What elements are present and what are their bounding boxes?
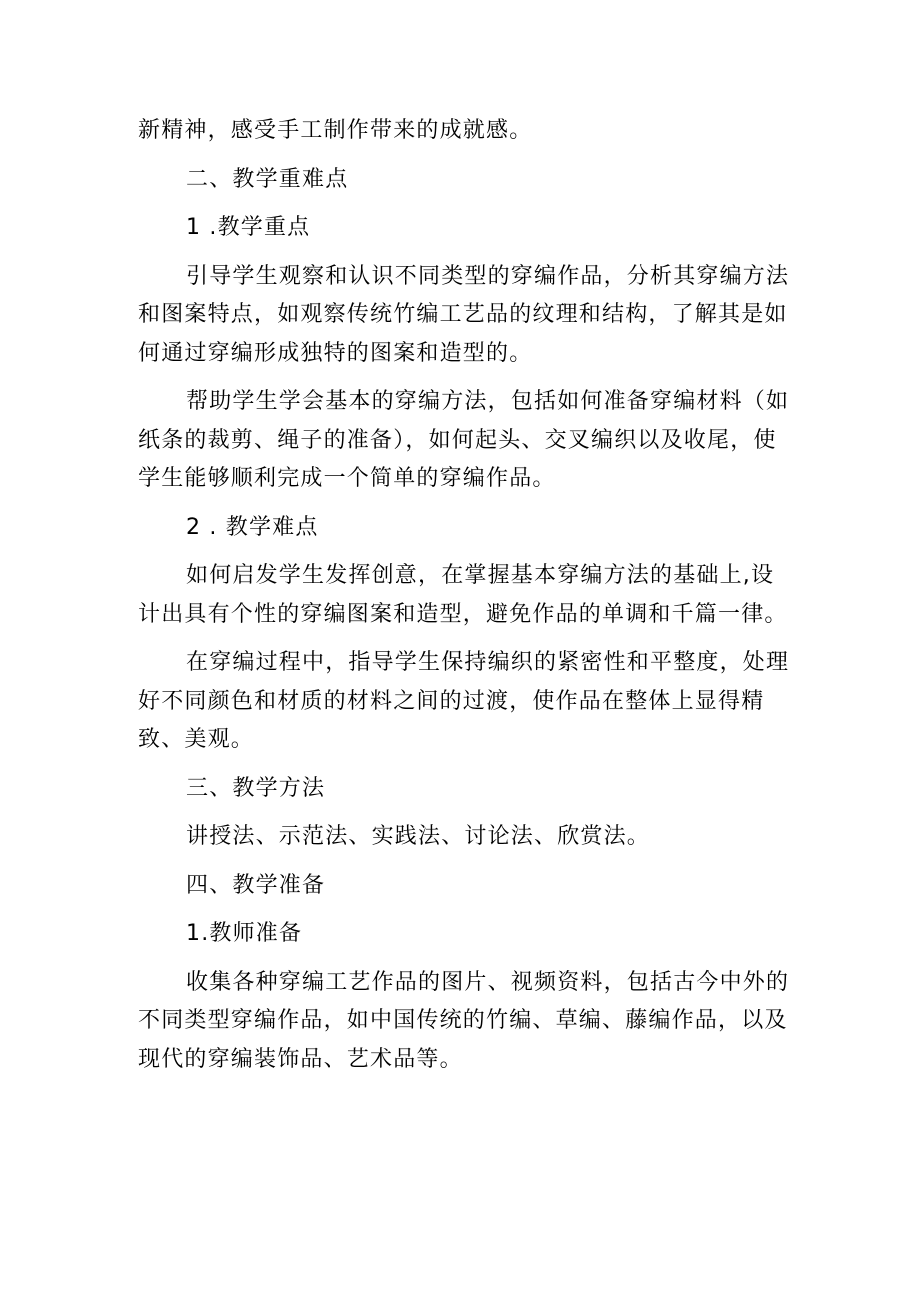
section-heading-teaching-methods: 三、教学方法 [186,775,326,801]
document-body [138,112,792,1089]
paragraph-focus-methods: 帮助学生学会基本的穿编方法，包括如何准备穿编材料（如纸条的裁剪、绳子的准备），如何起头、交叉编织以及收尾，使学生能够顺利完成一个简单的穿编作品。 [138,389,790,491]
paragraph-focus-observation: 引导学生观察和认识不同类型的穿编作品，分析其穿编方法和图案特点，如观察传统竹编工艺品的纹理和结构，了解其是如何通过穿编形成独特的图案和造型的。 [138,263,790,366]
paragraph-teacher-preparation: 收集各种穿编工艺作品的图片、视频资料，包括古今中外的不同类型穿编作品，如中国传统的竹编、草编、藤编作品，以及现代的穿编装饰品、艺术品等。 [138,969,790,1072]
paragraph-difficulty-creativity: 如何启发学生发挥创意，在掌握基本穿编方法的基础上,设计出具有个性的穿编图案和造型，避免作品的单调和千篇一律。 [138,563,788,627]
subheading-teaching-focus: 1 .教学重点 [186,215,311,240]
paragraph-difficulty-quality: 在穿编过程中，指导学生保持编织的紧密性和平整度，处理好不同颜色和材质的材料之间的过渡，使作品在整体上显得精致、美观。 [138,650,790,752]
subheading-teacher-preparation: 1.教师准备 [186,921,303,946]
subheading-teaching-difficulty: 2 . 教学难点 [186,514,319,540]
section-heading-key-difficult-points: 二、教学重难点 [186,166,349,192]
section-heading-teaching-preparation: 四、教学准备 [186,872,326,898]
paragraph-continuation: 新精神，感受手工制作带来的成就感。 [138,118,533,143]
paragraph-methods-list: 讲授法、示范法、实践法、讨论法、欣赏法。 [186,824,651,849]
